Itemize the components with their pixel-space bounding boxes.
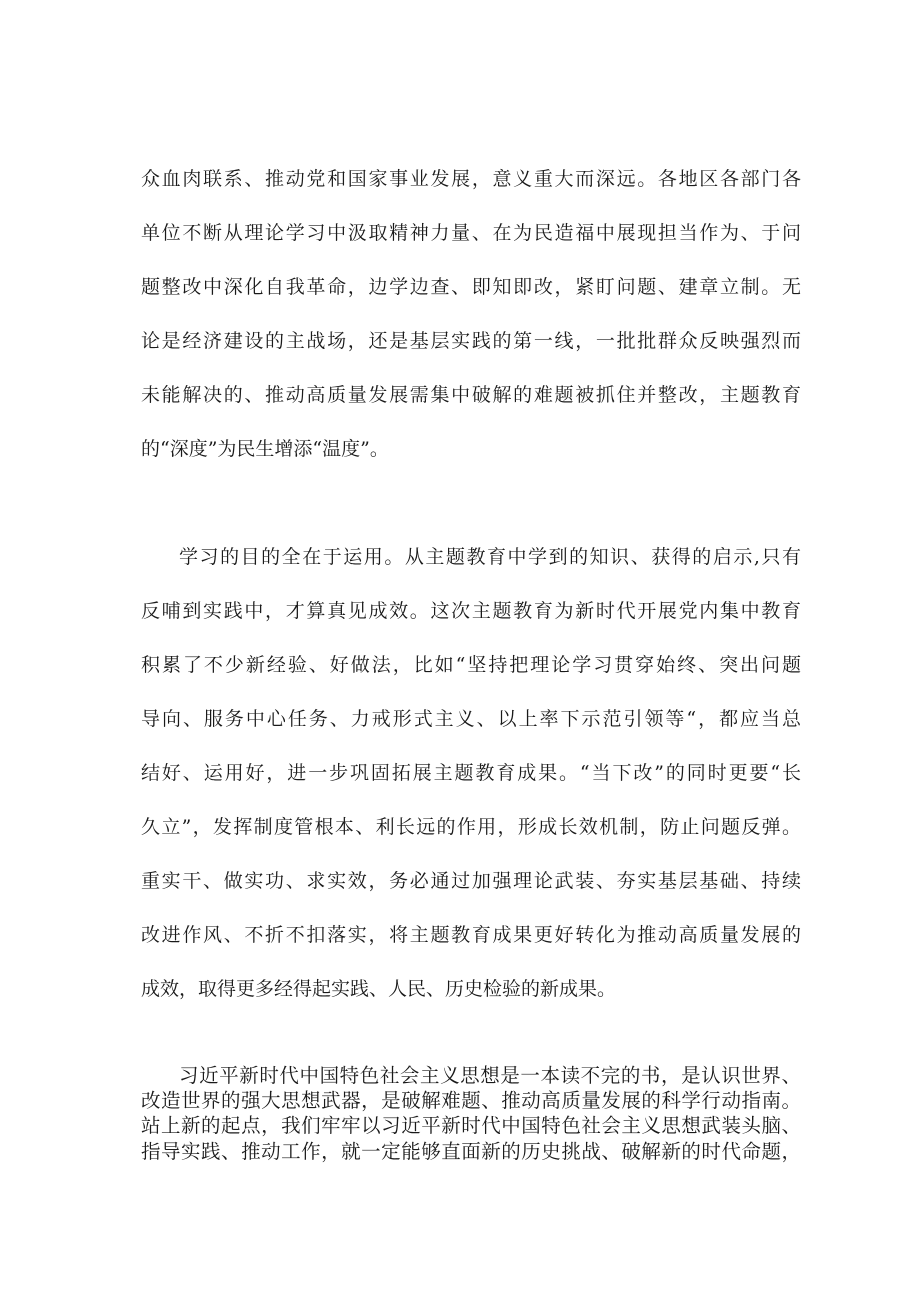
paragraph-line: 指导实践、推动工作，就一定能够直面新的历史挑战、破解新的时代命题， <box>141 1139 801 1163</box>
paragraph-line: 站上新的起点，我们牢牢以习近平新时代中国特色社会主义思想武装头脑、 <box>141 1114 801 1138</box>
paragraph-line: 成效，取得更多经得起实践、人民、历史检验的新成果。 <box>141 978 617 1000</box>
paragraph-line: 久立”，发挥制度管根本、利长远的作用，形成长效机制，防止问题反弹。 <box>141 816 801 838</box>
paragraph-1 <box>141 152 801 476</box>
paragraph-line: 积累了不少新经验、好做法，比如“坚持把理论学习贯穿始终、突出问题 <box>141 654 801 676</box>
paragraph-line: 改造世界的强大思想武器，是破解难题、推动高质量发展的科学行动指南。 <box>141 1089 801 1113</box>
paragraph-line: 重实干、做实功、求实效，务必通过加强理论武装、夯实基层基础、持续 <box>141 870 801 892</box>
paragraph-line: 改进作风、不折不扣落实，将主题教育成果更好转化为推动高质量发展的 <box>141 924 801 946</box>
paragraph-2 <box>141 530 801 1016</box>
paragraph-line: 题整改中深化自我革命，边学边查、即知即改，紧盯问题、建章立制。无 <box>141 276 801 298</box>
paragraph-line: 反哺到实践中，才算真见成效。这次主题教育为新时代开展党内集中教育 <box>141 600 801 622</box>
paragraph-line: 未能解决的、推动高质量发展需集中破解的难题被抓住并整改，主题教育 <box>141 384 801 406</box>
paragraph-line: 习近平新时代中国特色社会主义思想是一本读不完的书，是认识世界、 <box>179 1064 801 1087</box>
paragraph-line: 论是经济建设的主战场，还是基层实践的第一线，一批批群众反映强烈而 <box>141 330 801 352</box>
paragraph-line: 结好、运用好，进一步巩固拓展主题教育成果。“当下改”的同时更要“长 <box>141 762 801 784</box>
paragraph-line: 导向、服务中心任务、力戒形式主义、以上率下示范引领等“，都应当总 <box>141 708 801 730</box>
paragraph-line: 众血肉联系、推动党和国家事业发展，意义重大而深远。各地区各部门各 <box>141 168 801 190</box>
paragraph-line: 单位不断从理论学习中汲取精神力量、在为民造福中展现担当作为、于问 <box>141 222 801 244</box>
paragraph-line: 的“深度”为民生增添“温度”。 <box>141 438 389 460</box>
paragraph-3 <box>141 1063 801 1164</box>
paragraph-line: 学习的目的全在于运用。从主题教育中学到的知识、获得的启示,只有 <box>179 546 801 568</box>
